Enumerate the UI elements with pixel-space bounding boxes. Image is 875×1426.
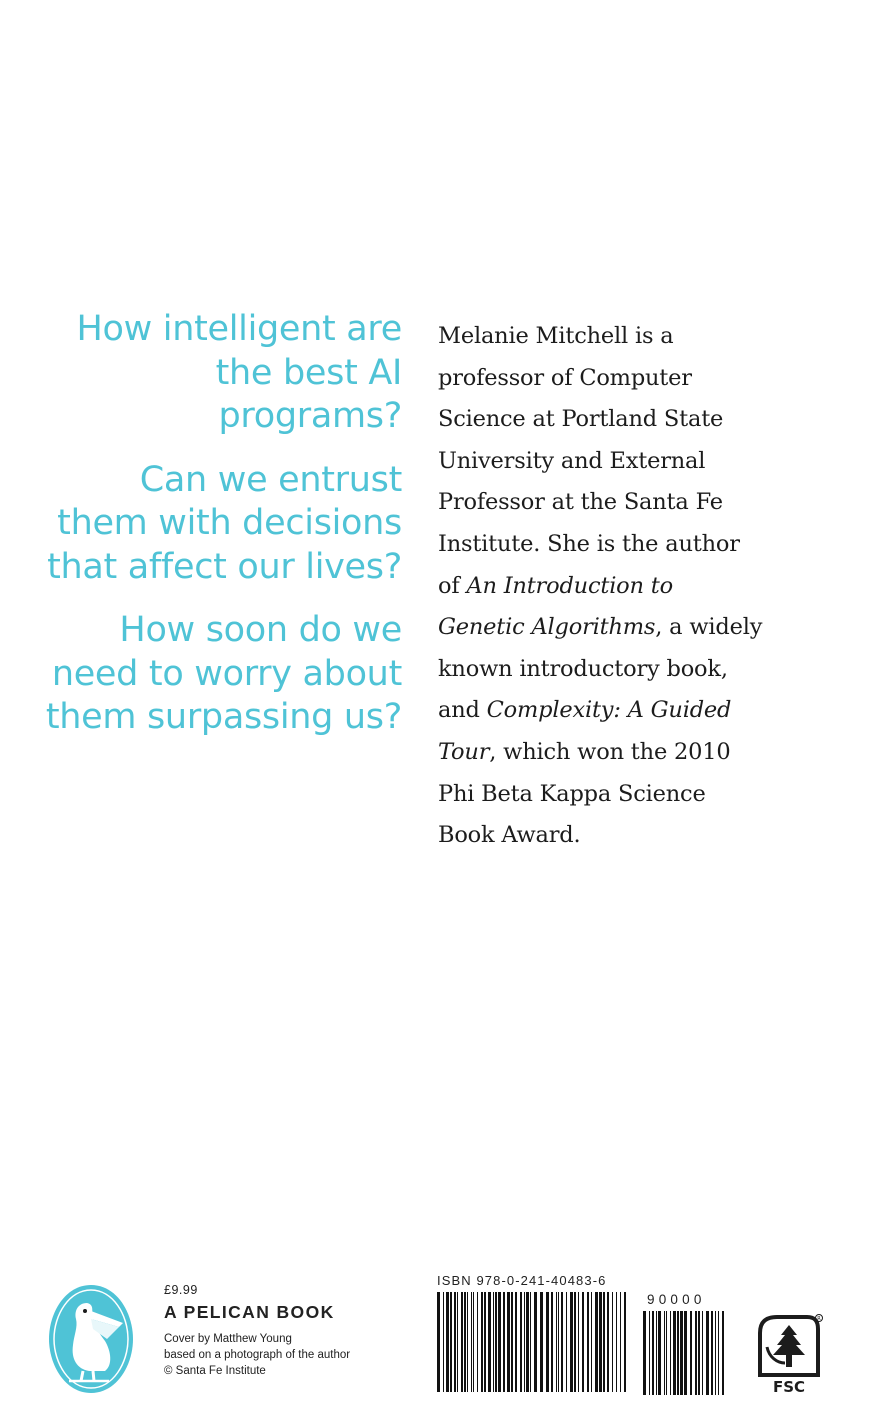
barcode-bar bbox=[558, 1292, 559, 1392]
bio-text: Book Award. bbox=[438, 822, 581, 849]
price-addon-barcode bbox=[643, 1311, 724, 1395]
bio-text: University and External bbox=[438, 447, 706, 474]
barcode-bar bbox=[530, 1292, 531, 1392]
barcode-bar bbox=[477, 1292, 478, 1392]
barcode-bar bbox=[652, 1311, 654, 1395]
barcode-bar bbox=[461, 1292, 463, 1392]
barcode-bar bbox=[493, 1292, 494, 1392]
bio-line bbox=[438, 732, 838, 774]
barcode-bar bbox=[556, 1292, 557, 1392]
barcode-bar bbox=[591, 1292, 592, 1392]
credit-line: based on a photograph of the author bbox=[164, 1349, 351, 1361]
barcode-bar bbox=[450, 1292, 452, 1392]
barcode-bar bbox=[454, 1292, 456, 1392]
barcode-bar bbox=[437, 1292, 440, 1392]
isbn-label: ISBN 978-0-241-40483-6 bbox=[437, 1273, 607, 1288]
barcode-bar bbox=[587, 1292, 589, 1392]
barcode-bar bbox=[702, 1311, 703, 1395]
barcode-bar bbox=[566, 1292, 567, 1392]
bio-text: Science at Portland State bbox=[438, 406, 724, 433]
fsc-label: FSC bbox=[772, 1378, 806, 1395]
book-title: An Introduction to bbox=[466, 572, 673, 599]
bio-text: Melanie Mitchell is a bbox=[438, 323, 674, 349]
isbn-barcode bbox=[437, 1292, 629, 1392]
author-bio bbox=[438, 316, 838, 857]
book-title: Genetic Algorithms bbox=[438, 614, 656, 641]
barcode-bar bbox=[658, 1311, 661, 1395]
barcode-bar bbox=[471, 1292, 472, 1392]
barcode-bar bbox=[578, 1292, 579, 1392]
barcode-bar bbox=[484, 1292, 486, 1392]
book-title: Tour bbox=[438, 738, 490, 765]
barcode-bar bbox=[603, 1292, 605, 1392]
bio-text: Phi Beta Kappa Science bbox=[438, 780, 706, 807]
barcode-bar bbox=[643, 1311, 646, 1395]
barcode-bar bbox=[524, 1292, 525, 1392]
barcode-bar bbox=[515, 1292, 517, 1392]
bio-line bbox=[438, 607, 838, 649]
question-block bbox=[40, 308, 402, 760]
question-3: How soon do we need to worry about them surpassing us? bbox=[45, 610, 402, 737]
barcode-bar bbox=[620, 1292, 621, 1392]
barcode-bar bbox=[718, 1311, 719, 1395]
barcode-bar bbox=[690, 1311, 692, 1395]
bio-line bbox=[438, 482, 838, 524]
barcode-bar bbox=[677, 1311, 679, 1395]
barcode-bar bbox=[481, 1292, 483, 1392]
barcode-bar bbox=[511, 1292, 513, 1392]
barcode-bar bbox=[715, 1311, 716, 1395]
barcode-bar bbox=[706, 1311, 709, 1395]
bio-line bbox=[438, 649, 838, 691]
price: £9.99 bbox=[164, 1283, 198, 1297]
imprint-block bbox=[164, 1283, 350, 1379]
pelican-logo-icon bbox=[47, 1283, 135, 1395]
bio-text: , which won the 2010 bbox=[489, 738, 731, 765]
barcode-bar bbox=[498, 1292, 501, 1392]
barcode-bar bbox=[666, 1311, 667, 1395]
book-title: Complexity: A Guided bbox=[486, 697, 732, 724]
barcode-bar bbox=[698, 1311, 700, 1395]
barcode-bar bbox=[561, 1292, 563, 1392]
cover-credit bbox=[164, 1331, 350, 1379]
barcode-bar bbox=[443, 1292, 444, 1392]
barcode-addon-number: 90000 bbox=[647, 1292, 706, 1307]
barcode-bar bbox=[664, 1311, 665, 1395]
bio-line bbox=[438, 358, 838, 400]
barcode-bar bbox=[607, 1292, 609, 1392]
barcode-bar bbox=[695, 1311, 697, 1395]
barcode-bar bbox=[680, 1311, 683, 1395]
barcode-bar bbox=[624, 1292, 626, 1392]
barcode-bar bbox=[570, 1292, 573, 1392]
barcode-bar bbox=[526, 1292, 529, 1392]
bio-line bbox=[438, 524, 838, 566]
question-1: How intelligent are the best AI programs? bbox=[76, 309, 402, 436]
fsc-logo-icon bbox=[755, 1313, 823, 1395]
barcode-bar bbox=[488, 1292, 491, 1392]
credit-line: © Santa Fe Institute bbox=[164, 1365, 266, 1377]
bio-text: and bbox=[438, 697, 487, 724]
barcode-bar bbox=[595, 1292, 598, 1392]
bio-line bbox=[438, 690, 838, 732]
barcode-bar bbox=[457, 1292, 458, 1392]
barcode-bar bbox=[551, 1292, 553, 1392]
barcode-bar bbox=[722, 1311, 724, 1395]
barcode-bar bbox=[582, 1292, 584, 1392]
barcode-bar bbox=[446, 1292, 449, 1392]
bio-text: known introductory book, bbox=[438, 655, 728, 682]
series-name: A PELICAN BOOK bbox=[164, 1302, 335, 1322]
barcode-bar bbox=[507, 1292, 510, 1392]
bio-text: professor of Computer bbox=[438, 364, 692, 391]
barcode-bar bbox=[656, 1311, 657, 1395]
barcode-bar bbox=[711, 1311, 713, 1395]
bio-line bbox=[438, 815, 838, 857]
bio-line bbox=[438, 566, 838, 608]
bio-line bbox=[438, 399, 838, 441]
svg-text:R: R bbox=[817, 1316, 821, 1322]
barcode-bar bbox=[495, 1292, 497, 1392]
bio-text: Professor at the Santa Fe bbox=[438, 489, 723, 516]
barcode-bar bbox=[649, 1311, 650, 1395]
barcode-bar bbox=[464, 1292, 466, 1392]
bio-line bbox=[438, 774, 838, 816]
barcode-bar bbox=[670, 1311, 671, 1395]
barcode-bar bbox=[599, 1292, 602, 1392]
barcode-bar bbox=[540, 1292, 543, 1392]
barcode-bar bbox=[546, 1292, 549, 1392]
bio-line bbox=[438, 441, 838, 483]
barcode-bar bbox=[612, 1292, 613, 1392]
bio-text: , a widely bbox=[655, 614, 763, 641]
bio-text: of bbox=[438, 572, 467, 599]
barcode-bar bbox=[673, 1311, 676, 1395]
barcode-bar bbox=[534, 1292, 537, 1392]
barcode-bar bbox=[503, 1292, 505, 1392]
barcode-bar bbox=[616, 1292, 617, 1392]
barcode-bar bbox=[467, 1292, 468, 1392]
question-2: Can we entrust them with decisions that affect our lives? bbox=[47, 459, 402, 587]
barcode-bar bbox=[684, 1311, 687, 1395]
bio-line bbox=[438, 316, 838, 358]
barcode-bar bbox=[574, 1292, 576, 1392]
barcode-bar bbox=[520, 1292, 522, 1392]
bio-text: Institute. She is the author bbox=[438, 530, 740, 557]
barcode-bar bbox=[473, 1292, 474, 1392]
credit-line: Cover by Matthew Young bbox=[164, 1333, 292, 1345]
